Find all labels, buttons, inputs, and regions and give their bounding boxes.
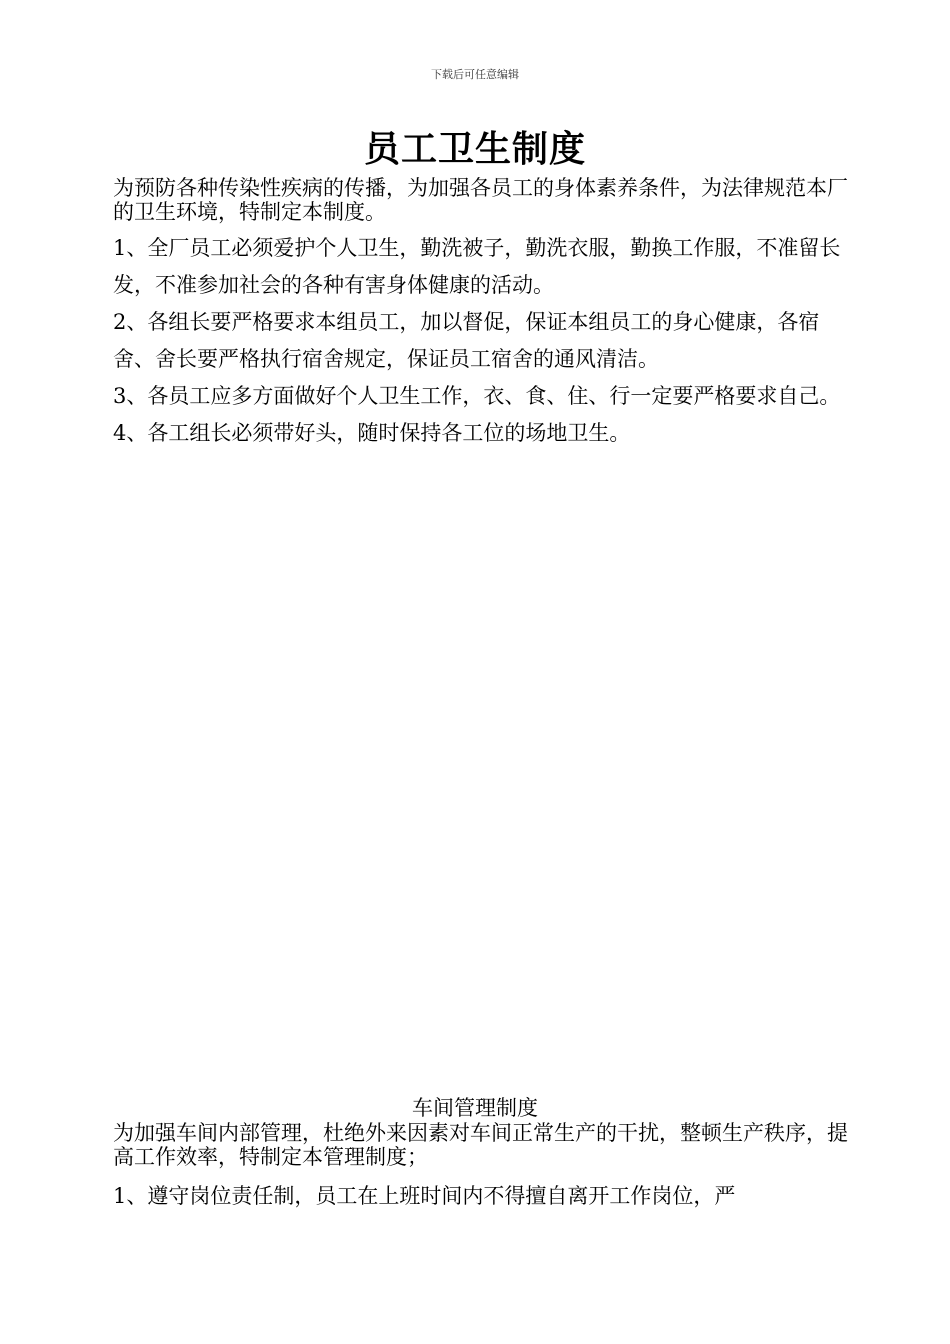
section1-item-3: 3、各员工应多方面做好个人卫生工作，衣、食、住、行一定要严格要求自己。 [113, 384, 841, 408]
section2-items [113, 1178, 853, 1215]
section1-item-2: 2、各组长要严格要求本组员工，加以督促，保证本组员工的身心健康，各宿舍、舍长要严格执行宿舍规定，保证员工宿舍的通风清洁。 [113, 310, 820, 371]
section1-item-4: 4、各工组长必须带好头，随时保持各工位的场地卫生。 [113, 421, 631, 445]
section1-item-1: 1、全厂员工必须爱护个人卫生，勤洗被子，勤洗衣服，勤换工作服，不准留长发，不准参加社会的各种有害身体健康的活动。 [113, 236, 841, 297]
section2-item-1: 1、遵守岗位责任制，员工在上班时间内不得擅自离开工作岗位，严 [113, 1184, 736, 1208]
section1-items [113, 230, 853, 452]
document-title: 员工卫生制度 [363, 128, 586, 170]
section2-title: 车间管理制度 [412, 1096, 538, 1120]
header-note: 下载后可任意编辑 [431, 68, 519, 81]
section1-intro: 为预防各种传染性疾病的传播，为加强各员工的身体素养条件，为法律规范本厂的卫生环境，特制定本制度。 [113, 176, 848, 224]
section2-intro: 为加强车间内部管理，杜绝外来因素对车间正常生产的干扰，整顿生产秩序，提高工作效率，特制定本管理制度； [113, 1121, 848, 1169]
